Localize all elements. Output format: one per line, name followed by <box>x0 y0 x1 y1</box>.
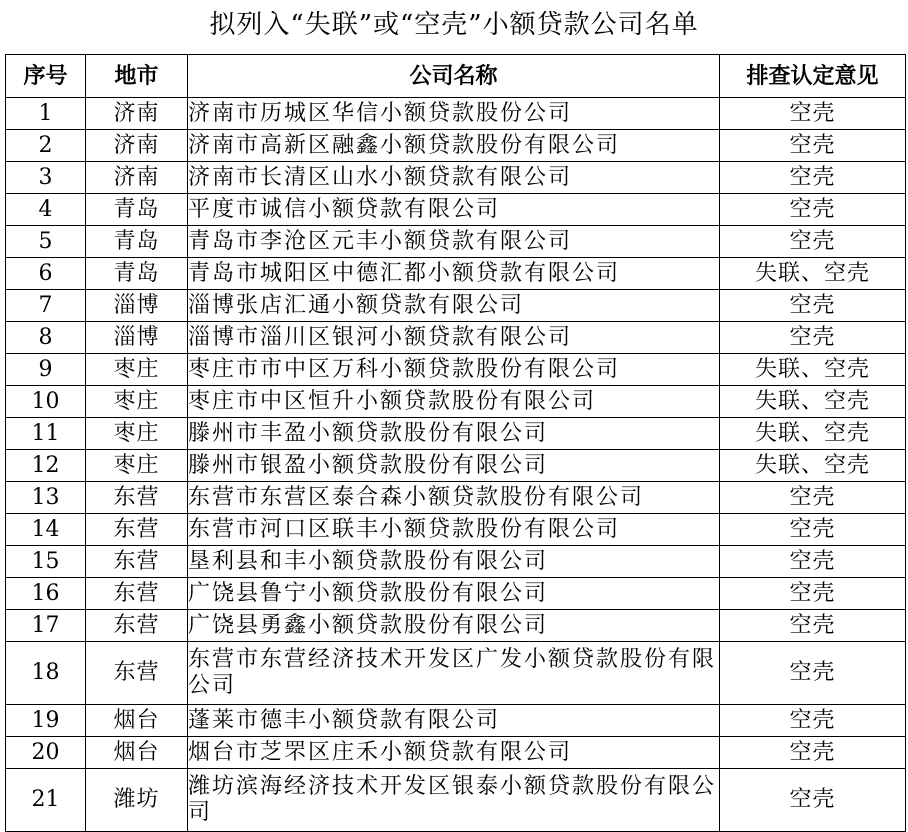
row-result: 空壳 <box>720 130 906 162</box>
row-result: 失联、空壳 <box>720 258 906 290</box>
row-city: 烟台 <box>86 705 188 737</box>
row-result: 失联、空壳 <box>720 386 906 418</box>
table-row <box>6 354 906 386</box>
row-city: 烟台 <box>86 737 188 769</box>
table-row <box>6 290 906 322</box>
row-city: 枣庄 <box>86 450 188 482</box>
row-city: 济南 <box>86 162 188 194</box>
row-result: 失联、空壳 <box>720 354 906 386</box>
row-result: 失联、空壳 <box>720 418 906 450</box>
row-index: 13 <box>6 482 86 514</box>
row-company: 滕州市丰盈小额贷款股份有限公司 <box>188 418 720 450</box>
table-row <box>6 386 906 418</box>
row-index: 18 <box>6 642 86 705</box>
table-row <box>6 418 906 450</box>
row-company: 潍坊滨海经济技术开发区银泰小额贷款股份有限公司 <box>188 769 720 832</box>
row-city: 东营 <box>86 642 188 705</box>
header-index: 序号 <box>6 55 86 98</box>
row-company: 广饶县勇鑫小额贷款股份有限公司 <box>188 610 720 642</box>
table-row <box>6 578 906 610</box>
row-index: 12 <box>6 450 86 482</box>
row-index: 21 <box>6 769 86 832</box>
row-city: 东营 <box>86 482 188 514</box>
row-index: 8 <box>6 322 86 354</box>
row-company: 济南市长清区山水小额贷款有限公司 <box>188 162 720 194</box>
row-city: 青岛 <box>86 226 188 258</box>
row-company: 东营市东营经济技术开发区广发小额贷款股份有限公司 <box>188 642 720 705</box>
header-city: 地市 <box>86 55 188 98</box>
row-city: 东营 <box>86 610 188 642</box>
row-city: 潍坊 <box>86 769 188 832</box>
table-row <box>6 226 906 258</box>
row-company: 蓬莱市德丰小额贷款有限公司 <box>188 705 720 737</box>
row-city: 淄博 <box>86 322 188 354</box>
row-city: 济南 <box>86 130 188 162</box>
table-row <box>6 705 906 737</box>
row-result: 空壳 <box>720 290 906 322</box>
row-index: 19 <box>6 705 86 737</box>
table-row <box>6 737 906 769</box>
row-result: 空壳 <box>720 769 906 832</box>
row-result: 空壳 <box>720 642 906 705</box>
table-row <box>6 162 906 194</box>
row-result: 空壳 <box>720 546 906 578</box>
header-company: 公司名称 <box>188 55 720 98</box>
table-row <box>6 98 906 130</box>
row-index: 20 <box>6 737 86 769</box>
row-company: 垦利县和丰小额贷款股份有限公司 <box>188 546 720 578</box>
row-city: 枣庄 <box>86 386 188 418</box>
row-index: 11 <box>6 418 86 450</box>
row-company: 济南市历城区华信小额贷款股份公司 <box>188 98 720 130</box>
row-company: 淄博张店汇通小额贷款有限公司 <box>188 290 720 322</box>
row-city: 东营 <box>86 578 188 610</box>
table-header-row <box>6 55 906 98</box>
row-city: 淄博 <box>86 290 188 322</box>
row-company: 淄博市淄川区银河小额贷款有限公司 <box>188 322 720 354</box>
row-index: 15 <box>6 546 86 578</box>
row-result: 空壳 <box>720 162 906 194</box>
table-row <box>6 546 906 578</box>
row-city: 青岛 <box>86 258 188 290</box>
row-result: 空壳 <box>720 98 906 130</box>
row-index: 14 <box>6 514 86 546</box>
table-row <box>6 514 906 546</box>
row-company: 滕州市银盈小额贷款股份有限公司 <box>188 450 720 482</box>
table-row <box>6 194 906 226</box>
row-company: 广饶县鲁宁小额贷款股份有限公司 <box>188 578 720 610</box>
row-result: 空壳 <box>720 705 906 737</box>
row-city: 青岛 <box>86 194 188 226</box>
row-city: 枣庄 <box>86 418 188 450</box>
row-result: 空壳 <box>720 737 906 769</box>
row-city: 东营 <box>86 546 188 578</box>
row-index: 6 <box>6 258 86 290</box>
row-company: 东营市东营区泰合森小额贷款股份有限公司 <box>188 482 720 514</box>
row-result: 空壳 <box>720 194 906 226</box>
table-row <box>6 322 906 354</box>
table-row <box>6 769 906 832</box>
table-row <box>6 130 906 162</box>
row-index: 10 <box>6 386 86 418</box>
row-company: 青岛市城阳区中德汇都小额贷款有限公司 <box>188 258 720 290</box>
row-company: 东营市河口区联丰小额贷款股份有限公司 <box>188 514 720 546</box>
row-index: 3 <box>6 162 86 194</box>
table-row <box>6 450 906 482</box>
row-index: 1 <box>6 98 86 130</box>
row-result: 空壳 <box>720 610 906 642</box>
row-result: 空壳 <box>720 578 906 610</box>
row-index: 16 <box>6 578 86 610</box>
row-company: 枣庄市市中区万科小额贷款股份有限公司 <box>188 354 720 386</box>
row-result: 失联、空壳 <box>720 450 906 482</box>
row-index: 2 <box>6 130 86 162</box>
row-city: 枣庄 <box>86 354 188 386</box>
row-index: 4 <box>6 194 86 226</box>
row-result: 空壳 <box>720 514 906 546</box>
table-row <box>6 482 906 514</box>
table-row <box>6 258 906 290</box>
row-company: 济南市高新区融鑫小额贷款股份有限公司 <box>188 130 720 162</box>
row-company: 烟台市芝罘区庄禾小额贷款有限公司 <box>188 737 720 769</box>
row-result: 空壳 <box>720 322 906 354</box>
row-result: 空壳 <box>720 482 906 514</box>
row-index: 5 <box>6 226 86 258</box>
row-index: 17 <box>6 610 86 642</box>
company-list-table <box>5 54 906 832</box>
page-title: 拟列入“失联”或“空壳”小额贷款公司名单 <box>209 10 699 40</box>
row-city: 东营 <box>86 514 188 546</box>
row-company: 青岛市李沧区元丰小额贷款有限公司 <box>188 226 720 258</box>
row-index: 7 <box>6 290 86 322</box>
row-company: 平度市诚信小额贷款有限公司 <box>188 194 720 226</box>
header-result: 排查认定意见 <box>720 55 906 98</box>
table-row <box>6 610 906 642</box>
table-row <box>6 642 906 705</box>
row-city: 济南 <box>86 98 188 130</box>
row-result: 空壳 <box>720 226 906 258</box>
row-index: 9 <box>6 354 86 386</box>
row-company: 枣庄市中区恒升小额贷款股份有限公司 <box>188 386 720 418</box>
